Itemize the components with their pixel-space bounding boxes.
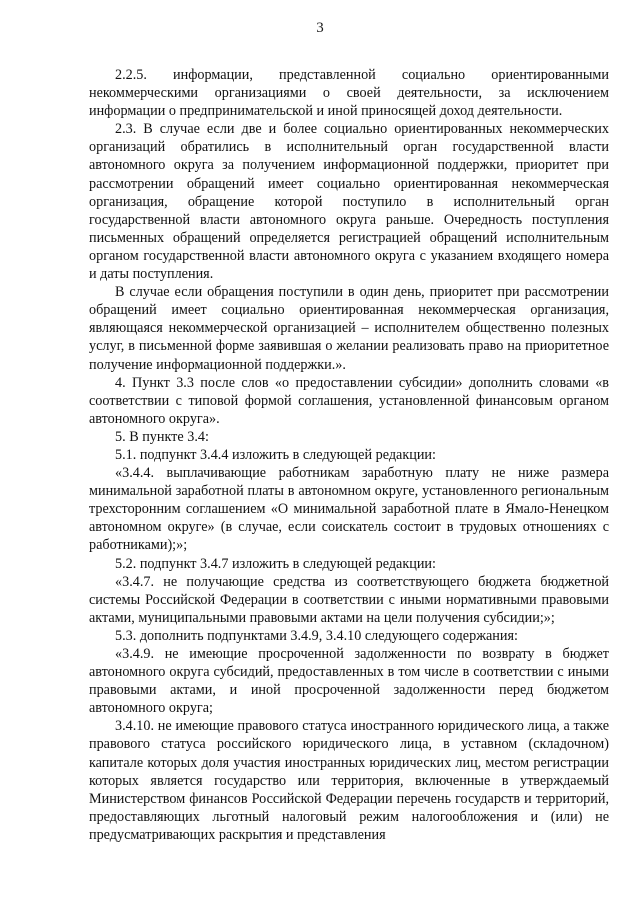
paragraph-2-2-5: 2.2.5. информации, представленной социально ориентированными некоммерческими организациями о своей деятельности, за исключением информации о предпринимательской и иной приносящей доход деятельности. [89, 67, 609, 120]
paragraph-3-4-9: «3.4.9. не имеющие просроченной задолженности по возврату в бюджет автономного округа субсидий, предоставленных в том числе в соответствии с иными правовыми актами, и иной просроченной задолженности перед бюджетом автономного округа; [89, 646, 609, 717]
paragraph-item-5: 5. В пункте 3.4: [115, 428, 209, 445]
paragraph-same-day: В случае если обращения поступили в один день, приоритет при рассмотрении обращений имеет социально ориентированная некоммерческая организация, являющаяся некоммерческой организацией – исполнителем общественно полезных услуг, в письменной форме заявившая о желании реализовать право на приоритетное получение информационной поддержки.». [89, 284, 609, 373]
page-number: 3 [316, 20, 324, 36]
paragraph-3-4-10: 3.4.10. не имеющие правового статуса иностранного юридического лица, а также правового статуса российского юридического лица, в уставном (складочном) капитале которых доля участия иностранных юридических лиц, местом регистрации которых является государство или территория, включенные в утверждаемый Министерством финансов Российской Федерации перечень государств и территорий, предоставляющих льготный налоговый режим налогообложения и (или) не предусматривающих раскрытия и представления [89, 718, 609, 843]
paragraph-2-3: 2.3. В случае если две и более социально ориентированных некоммерческих организаций обратились в исполнительный орган государственной власти автономного округа за получением информационной поддержки, приоритет при рассмотрении обращений имеет социально ориентированная некоммерческая организация, обращение которой поступило в исполнительный орган государственной власти автономного округа раньше. Очередность поступления письменных обращений определяется регистрацией обращений исполнительным органом государственной власти автономного округа с указанием входящего номера и даты поступления. [89, 121, 609, 283]
paragraph-3-4-7: «3.4.7. не получающие средства из соответствующего бюджета бюджетной системы Российской Федерации в соответствии с иными нормативными правовыми актами, муниципальными правовыми актами на цели получения субсидии;»; [89, 573, 609, 626]
document-body [89, 66, 609, 844]
paragraph-item-5-3: 5.3. дополнить подпунктами 3.4.9, 3.4.10 следующего содержания: [115, 627, 518, 644]
paragraph-item-5-2: 5.2. подпункт 3.4.7 изложить в следующей редакции: [115, 555, 436, 572]
paragraph-item-5-1: 5.1. подпункт 3.4.4 изложить в следующей редакции: [115, 446, 436, 463]
paragraph-3-4-4: «3.4.4. выплачивающие работникам заработную плату не ниже размера минимальной заработной платы в автономном округе, установленного региональным трехсторонним соглашением «О минимальной заработной плате в Ямало-Ненецком автономном округе» (в случае, если соискатель состоит в трудовых отношениях с работниками);»; [89, 465, 609, 554]
paragraph-item-4: 4. Пункт 3.3 после слов «о предоставлении субсидии» дополнить словами «в соответствии с типовой формой соглашения, установленной финансовым органом автономного округа». [89, 374, 609, 427]
